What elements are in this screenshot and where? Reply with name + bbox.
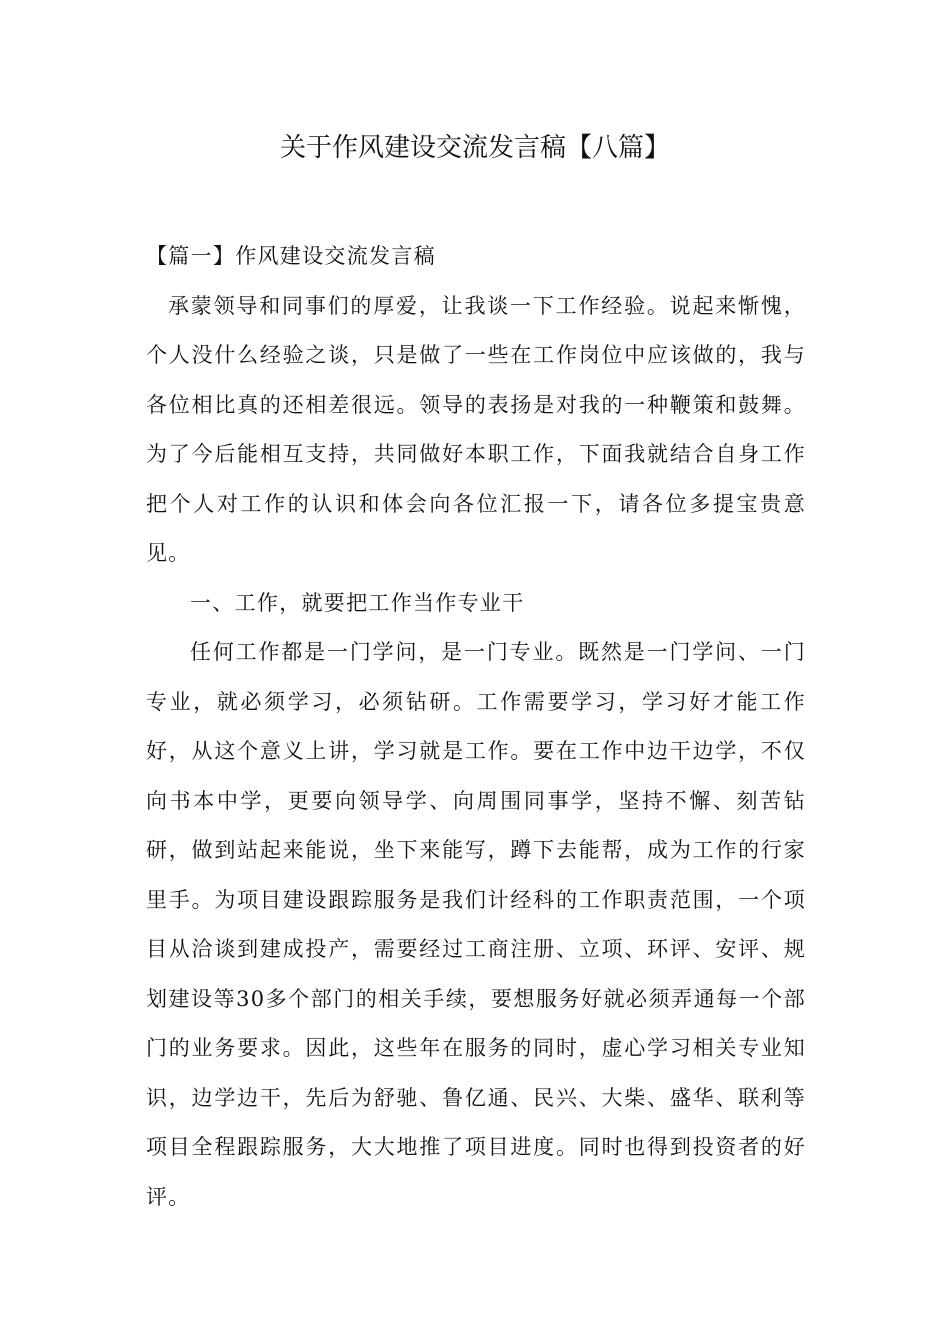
section-heading: 【篇一】作风建设交流发言稿 [146,244,436,268]
paragraph-body: 任何工作都是一门学问，是一门专业。既然是一门学问、一门专业，就必须学习，必须钻研。工作需要学习，学习好才能工作好，从这个意义上讲，学习就是工作。要在工作中边干边学，不仅向书本中学，更要向领导学、向周围同事学，坚持不懈、刻苦钻研，做到站起来能说，坐下来能写，蹲下去能帮，成为工作的行家里手。为项目建设跟踪服务是我们计经科的工作职责范围，一个项目从洽谈到建成投产，需要经过工商注册、立项、环评、安评、规划建设等30多个部门的相关手续，要想服务好就必须弄通每一个部门的业务要求。因此，这些年在服务的同时，虚心学习相关专业知识，边学边干，先后为舒驰、鲁亿通、民兴、大柴、盛华、联利等项目全程跟踪服务，大大地推了项目进度。同时也得到投资者的好评。 [146,640,806,1209]
paragraph-intro: 承蒙领导和同事们的厚爱，让我谈一下工作经验。说起来惭愧，个人没什么经验之谈，只是做了一些在工作岗位中应该做的，我与各位相比真的还相差很远。领导的表扬是对我的一种鞭策和鼓舞。为了今后能相互支持，共同做好本职工作，下面我就结合自身工作把个人对工作的认识和体会向各位汇报一下，请各位多提宝贵意见。 [146,293,806,565]
document-body [146,232,806,1222]
subheading-one: 一、工作，就要把工作当作专业干 [190,590,525,615]
document-title: 关于作风建设交流发言稿【八篇】 [279,133,670,163]
